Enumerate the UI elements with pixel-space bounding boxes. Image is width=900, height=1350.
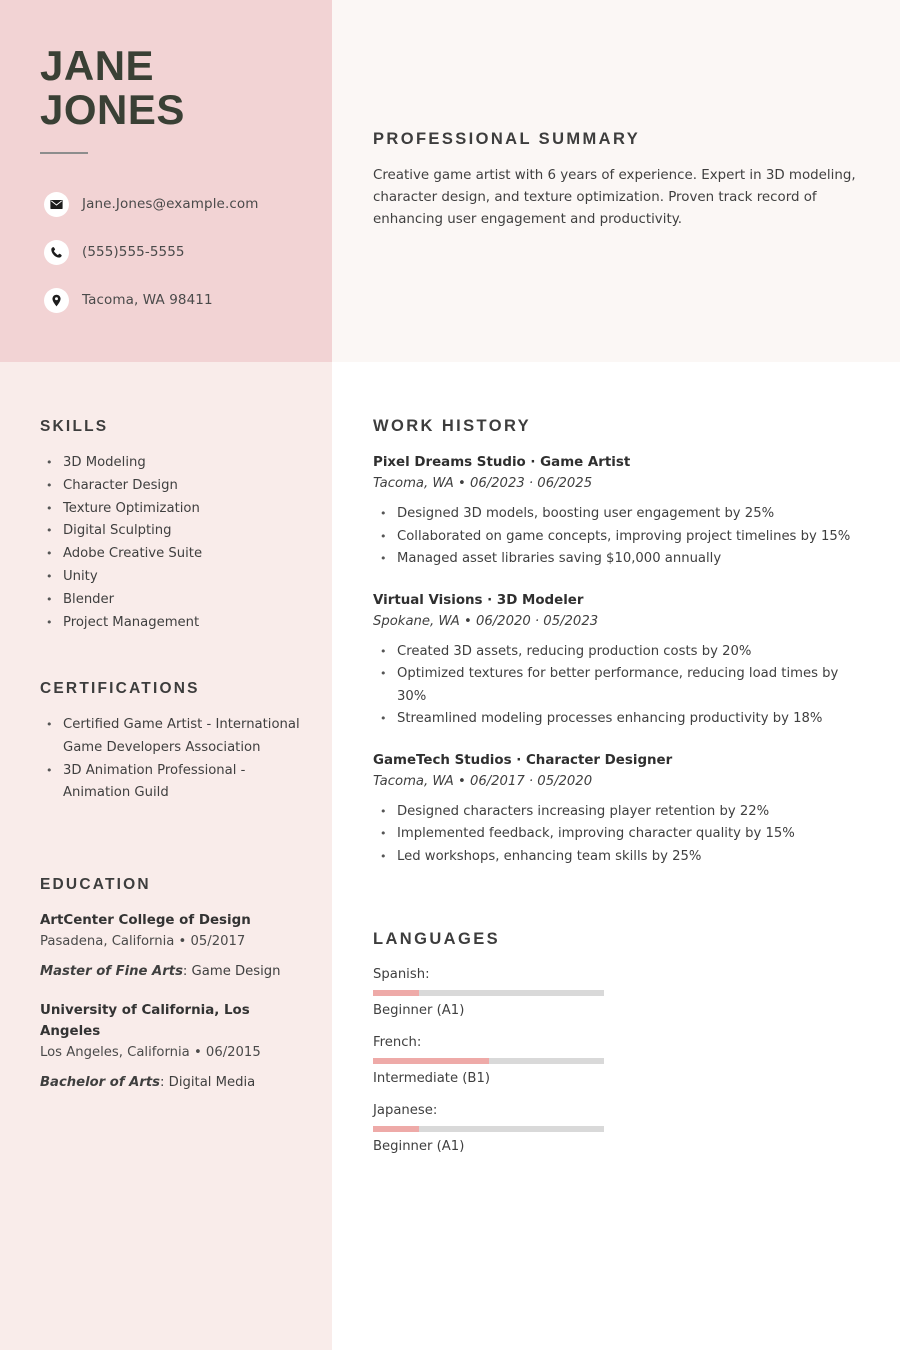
- list-item: • Certified Game Artist - International Game Developers Association: [40, 714, 308, 760]
- job-title: GameTech Studios · Character Designer: [373, 752, 673, 768]
- skills-section: [40, 418, 308, 634]
- location-value: Tacoma, WA 98411: [82, 292, 213, 308]
- language-name: Spanish:: [373, 967, 430, 982]
- language-proficiency-bar: [373, 990, 604, 996]
- job-bullets: [373, 503, 860, 571]
- contact-item-email[interactable]: [44, 188, 324, 220]
- job-entry: [373, 750, 860, 869]
- list-item: • Streamlined modeling processes enhancing productivity by 18%: [373, 708, 860, 731]
- certifications-section: [40, 680, 308, 805]
- sidebar-column: [0, 0, 332, 1350]
- language-proficiency-fill: [373, 1058, 489, 1064]
- language-level: Beginner (A1): [373, 1003, 465, 1018]
- education-entry: [40, 1000, 308, 1093]
- language-item: [373, 1033, 604, 1089]
- list-item: • Implemented feedback, improving character quality by 15%: [373, 823, 860, 846]
- page-title: [40, 44, 310, 132]
- education-degree-name: Master of Fine Arts: [40, 964, 183, 979]
- languages-heading: LANGUAGES: [373, 930, 501, 948]
- name-divider: [40, 152, 88, 154]
- list-item: • Project Management: [40, 612, 308, 635]
- work-history-heading: WORK HISTORY: [373, 417, 532, 435]
- list-item: • Collaborated on game concepts, improving project timelines by 15%: [373, 526, 860, 549]
- job-meta: Spokane, WA • 06/2020 · 05/2023: [373, 613, 599, 629]
- list-item: • Blender: [40, 589, 308, 612]
- job-title: Pixel Dreams Studio · Game Artist: [373, 455, 631, 470]
- education-heading: EDUCATION: [40, 876, 151, 893]
- skills-heading: SKILLS: [40, 418, 109, 435]
- languages-section: [373, 930, 860, 1169]
- language-proficiency-fill: [373, 990, 419, 996]
- job-meta: Tacoma, WA • 06/2017 · 05/2020: [373, 773, 593, 789]
- language-level: Intermediate (B1): [373, 1071, 491, 1086]
- education-school: University of California, Los Angeles: [40, 1003, 250, 1039]
- job-bullets: [373, 801, 860, 869]
- job-bullets: [373, 641, 860, 731]
- job-entry: [373, 452, 860, 571]
- list-item: • Digital Sculpting: [40, 520, 308, 543]
- first-name: JANE: [40, 42, 155, 89]
- job-title: Virtual Visions · 3D Modeler: [373, 592, 584, 608]
- envelope-icon: [44, 192, 69, 217]
- contact-item-phone[interactable]: [44, 236, 324, 268]
- list-item: • 3D Animation Professional - Animation Guild: [40, 760, 308, 806]
- language-proficiency-bar: [373, 1126, 604, 1132]
- language-proficiency-fill: [373, 1126, 419, 1132]
- language-item: [373, 965, 604, 1021]
- contact-list: [44, 188, 324, 332]
- job-meta: Tacoma, WA • 06/2023 · 06/2025: [373, 476, 593, 491]
- education-meta: Pasadena, California • 05/2017: [40, 934, 246, 949]
- skills-list: [40, 452, 308, 634]
- location-pin-icon: [44, 288, 69, 313]
- list-item: • Adobe Creative Suite: [40, 543, 308, 566]
- list-item: • Unity: [40, 566, 308, 589]
- professional-summary-section: [373, 130, 860, 231]
- languages-grid: [373, 965, 860, 1169]
- certifications-list: [40, 714, 308, 805]
- contact-item-location[interactable]: [44, 284, 324, 316]
- list-item: • Managed asset libraries saving $10,000 annually: [373, 548, 860, 571]
- education-degree: [40, 961, 308, 982]
- email-value: Jane.Jones@example.com: [82, 196, 259, 212]
- name-block: [40, 44, 310, 154]
- language-level: Beginner (A1): [373, 1139, 465, 1154]
- education-degree-name: Bachelor of Arts: [40, 1075, 161, 1090]
- education-meta: Los Angeles, California • 06/2015: [40, 1045, 261, 1060]
- education-degree-field: : Digital Media: [160, 1075, 256, 1090]
- summary-text: Creative game artist with 6 years of experience. Expert in 3D modeling, character design, and texture optimization. Proven track record of enhancing user engagement and productivity.: [373, 168, 856, 227]
- list-item: • Optimized textures for better performance, reducing load times by 30%: [373, 663, 860, 708]
- language-item: [373, 1101, 604, 1157]
- list-item: • Character Design: [40, 475, 308, 498]
- list-item: • Created 3D assets, reducing production costs by 20%: [373, 641, 860, 664]
- language-proficiency-bar: [373, 1058, 604, 1064]
- education-entry: [40, 910, 308, 982]
- last-name: JONES: [40, 86, 185, 133]
- work-history-section: [373, 417, 860, 887]
- language-name: Japanese:: [373, 1103, 438, 1118]
- list-item: • 3D Modeling: [40, 452, 308, 475]
- phone-icon: [44, 240, 69, 265]
- list-item: • Texture Optimization: [40, 498, 308, 521]
- job-entry: [373, 590, 860, 731]
- main-column: [332, 0, 900, 1350]
- education-section: [40, 876, 308, 1111]
- education-degree: [40, 1072, 308, 1093]
- list-item: • Designed 3D models, boosting user engagement by 25%: [373, 503, 860, 526]
- certifications-heading: CERTIFICATIONS: [40, 680, 200, 697]
- education-school: ArtCenter College of Design: [40, 913, 251, 928]
- summary-heading: PROFESSIONAL SUMMARY: [373, 130, 641, 148]
- language-name: French:: [373, 1035, 422, 1050]
- list-item: • Led workshops, enhancing team skills by 25%: [373, 846, 860, 869]
- list-item: • Designed characters increasing player retention by 22%: [373, 801, 860, 824]
- education-degree-field: : Game Design: [182, 964, 281, 979]
- phone-value: (555)555-5555: [82, 244, 185, 260]
